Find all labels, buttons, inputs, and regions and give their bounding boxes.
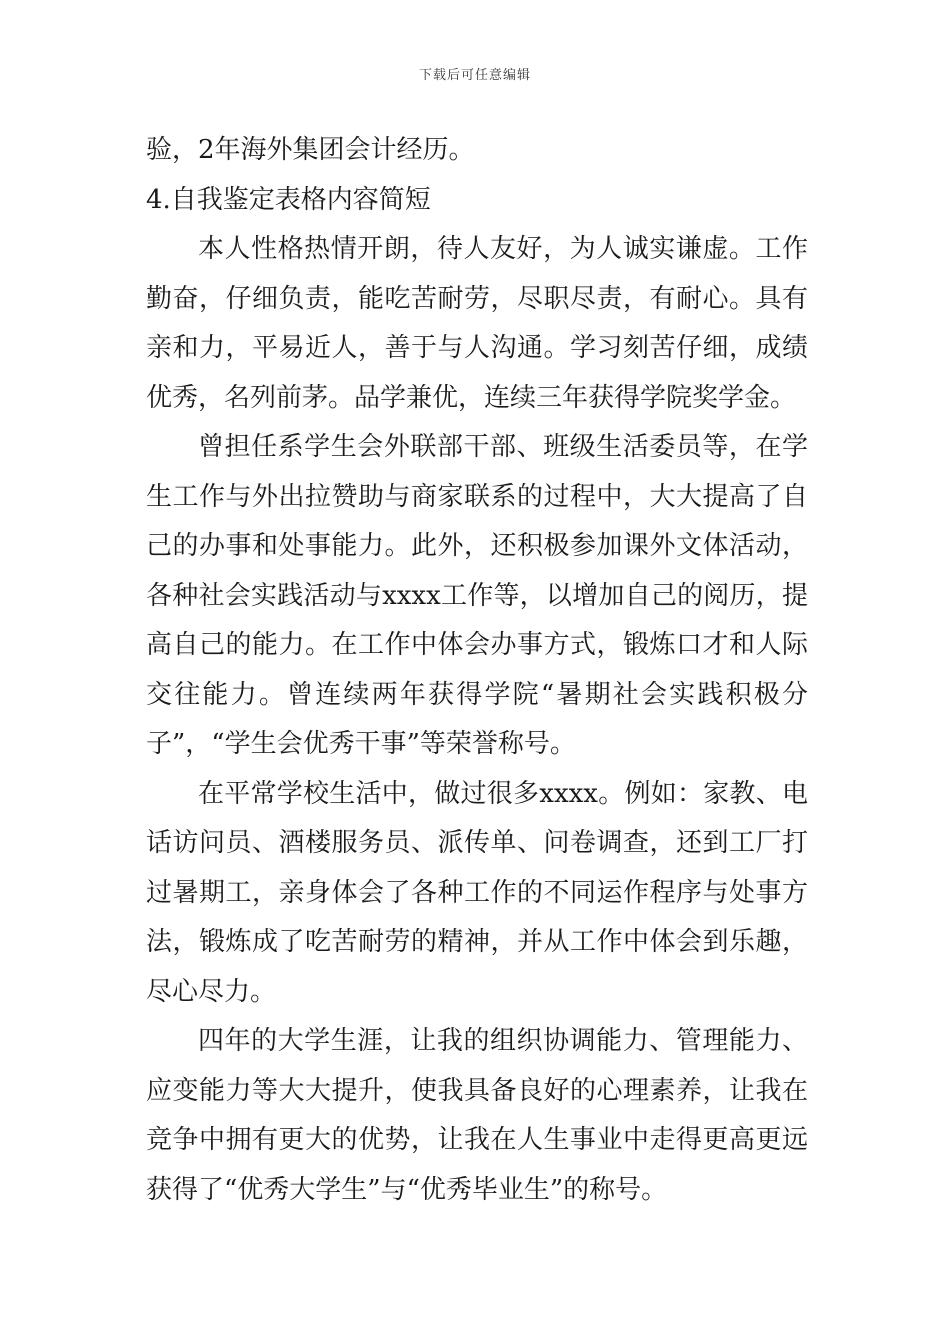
paragraph-line: 在平常学校生活中，做过很多xxxx。例如：家教、电 (198, 778, 808, 809)
paragraph-line: 各种社会实践活动与xxxx工作等，以增加自己的阅历，提 (146, 580, 808, 611)
paragraph-line: 交往能力。曾连续两年获得学院“暑期社会实践积极分 (146, 679, 808, 710)
paragraph-line: 应变能力等大大提升，使我具备良好的心理素养，让我在 (146, 1075, 808, 1106)
paragraph-line: 获得了“优秀大学生”与“优秀毕业生”的称号。 (146, 1174, 668, 1205)
paragraph-line: 尽心尽力。 (146, 976, 277, 1007)
paragraph-line: 过暑期工，亲身体会了各种工作的不同运作程序与处事方 (146, 877, 808, 908)
page-header: 下载后可任意编辑 (418, 68, 531, 83)
paragraph-line: 曾担任系学生会外联部干部、班级生活委员等，在学 (198, 432, 808, 462)
paragraph-line: 话访问员、酒楼服务员、派传单、问卷调查，还到工厂打 (146, 828, 808, 858)
section-heading: 4.自我鉴定表格内容简短 (146, 184, 431, 215)
paragraph-line: 勤奋，仔细负责，能吃苦耐劳，尽职尽责，有耐心。具有 (146, 283, 808, 314)
text-line: 验，2年海外集团会计经历。 (146, 135, 475, 165)
document-body (146, 126, 808, 1215)
paragraph-line: 优秀，名列前茅。品学兼优，连续三年获得学院奖学金。 (146, 382, 797, 413)
paragraph-line: 四年的大学生涯，让我的组织协调能力、管理能力、 (198, 1026, 808, 1056)
paragraph-line: 亲和力，平易近人，善于与人沟通。学习刻苦仔细，成绩 (146, 333, 808, 363)
paragraph-line: 子”，“学生会优秀干事”等荣誉称号。 (146, 729, 576, 759)
paragraph-line: 己的办事和处事能力。此外，还积极参加课外文体活动， (146, 531, 808, 561)
paragraph-line: 高自己的能力。在工作中体会办事方式，锻炼口才和人际 (146, 630, 808, 660)
paragraph-line: 生工作与外出拉赞助与商家联系的过程中，大大提高了自 (146, 481, 808, 512)
paragraph-line: 本人性格热情开朗，待人友好，为人诚实谦虚。工作 (198, 234, 808, 264)
paragraph-line: 竞争中拥有更大的优势，让我在人生事业中走得更高更远 (146, 1125, 808, 1155)
paragraph-line: 法，锻炼成了吃苦耐劳的精神，并从工作中体会到乐趣， (146, 927, 808, 957)
